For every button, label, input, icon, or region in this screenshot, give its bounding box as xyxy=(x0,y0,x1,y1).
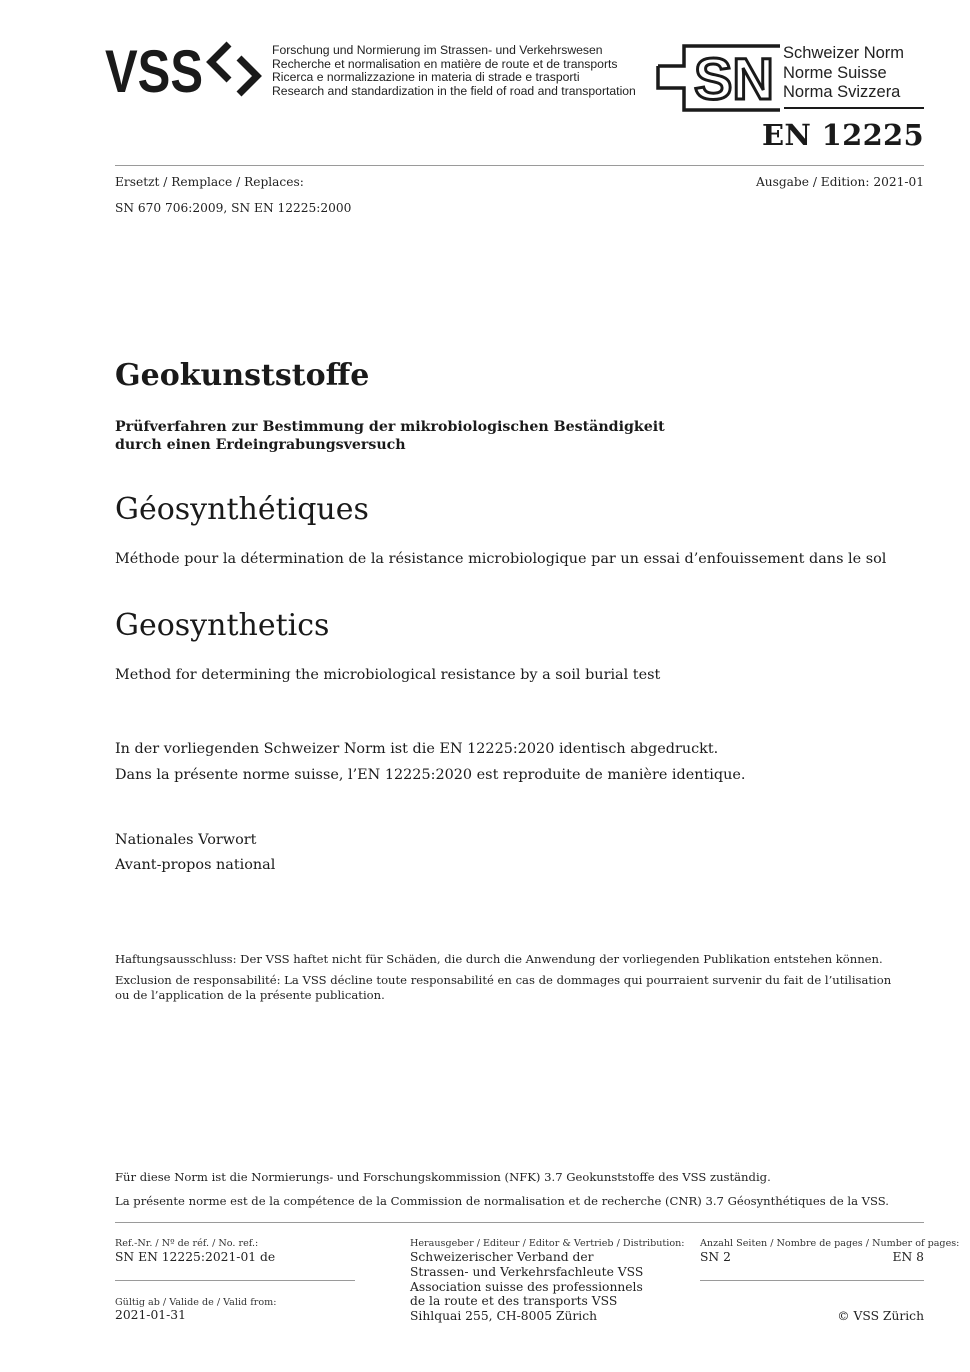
replaces-value: SN 670 706:2009, SN EN 12225:2000 xyxy=(115,201,352,215)
sn-logo xyxy=(656,44,780,112)
vss-chevron-right-icon xyxy=(239,58,257,94)
publisher-line-1: Schweizerischer Verband der xyxy=(410,1250,594,1264)
sn-name-de: Schweizer Norm xyxy=(783,44,905,62)
publisher-line-2: Strassen- und Verkehrsfachleute VSS xyxy=(410,1264,644,1279)
vss-tagline-en: Research and standardization in the field of road and transportation xyxy=(272,83,636,98)
committee-german: Für diese Norm ist die Normierungs- und Forschungskommission (NFK) 3.7 Geokunststoffe des VSS zuständig. xyxy=(115,1170,771,1184)
subtitle-french: Méthode pour la détermination de la résistance microbiologique par un essai d’enfouissement dans le sol xyxy=(115,551,887,567)
disclaimer-german: Haftungsausschluss: Der VSS haftet nicht für Schäden, die durch die Anwendung der vorliegenden Publikation entstehen können. xyxy=(115,952,883,966)
standard-number: EN 12225 xyxy=(762,118,924,152)
publisher-address xyxy=(410,1250,643,1324)
sn-names-underline xyxy=(784,107,924,109)
title-german: Geokunststoffe xyxy=(115,358,370,393)
title-english: Geosynthetics xyxy=(115,608,330,643)
header-divider xyxy=(115,165,924,166)
sn-name-it: Norma Svizzera xyxy=(783,83,901,101)
subtitle-german xyxy=(115,418,715,454)
publisher-label: Herausgeber / Editeur / Editor & Vertrieb / Distribution: xyxy=(410,1238,685,1249)
disclaimer-french xyxy=(115,973,891,1003)
publisher-line-5: Sihlquai 255, CH-8005 Zürich xyxy=(410,1309,598,1324)
pages-sn: SN 2 xyxy=(700,1250,731,1264)
vss-tagline xyxy=(272,44,636,98)
identical-note-french: Dans la présente norme suisse, l’EN 12225:2020 est reproduite de manière identique. xyxy=(115,767,746,783)
replaces-label: Ersetzt / Remplace / Replaces: xyxy=(115,175,304,189)
sn-name-fr: Norme Suisse xyxy=(783,63,887,82)
subtitle-german-line-2: durch einen Erdeingrabungsversuch xyxy=(115,437,406,453)
sn-logo-text: SN xyxy=(694,47,774,112)
vss-logo xyxy=(105,40,265,100)
footer-right-divider xyxy=(700,1280,924,1281)
committee-french: La présente norme est de la compétence de la Commission de normalisation et de recherche (CNR) 3.7 Géosynthétiques de la VSS. xyxy=(115,1194,889,1208)
valid-from-label: Gültig ab / Valide de / Valid from: xyxy=(115,1297,277,1308)
pages-en: EN 8 xyxy=(892,1250,924,1264)
sn-names xyxy=(783,44,904,103)
subtitle-english: Method for determining the microbiological resistance by a soil burial test xyxy=(115,667,661,683)
edition-label: Ausgabe / Edition: 2021-01 xyxy=(755,175,924,189)
footer-left-divider xyxy=(115,1280,355,1281)
vss-logo-text: VSS xyxy=(105,40,203,100)
footer-divider xyxy=(115,1222,924,1223)
publisher-line-3: Association suisse des professionnels xyxy=(410,1279,643,1294)
valid-from-value: 2021-01-31 xyxy=(115,1308,186,1322)
ref-number-value: SN EN 12225:2021-01 de xyxy=(115,1250,276,1264)
vss-chevron-left-icon xyxy=(211,44,229,80)
publisher-line-4: de la route et des transports VSS xyxy=(410,1294,618,1309)
disclaimer-french-line-2: ou de l’application de la présente publication. xyxy=(115,988,385,1002)
pages-label: Anzahl Seiten / Nombre de pages / Number of pages: xyxy=(700,1238,960,1249)
identical-note-german: In der vorliegenden Schweizer Norm ist die EN 12225:2020 identisch abgedruckt. xyxy=(115,741,719,757)
ref-number-label: Ref.-Nr. / Nº de réf. / No. ref.: xyxy=(115,1238,259,1249)
vss-tagline-de: Forschung und Normierung im Strassen- und Verkehrswesen xyxy=(272,43,603,57)
disclaimer-french-line-1: Exclusion de responsabilité: La VSS décline toute responsabilité en cas de dommages qui pourraient survenir du fait de l’utilisation xyxy=(115,973,892,987)
national-foreword-german: Nationales Vorwort xyxy=(115,832,257,848)
national-foreword-french: Avant-propos national xyxy=(115,857,276,873)
vss-tagline-fr: Recherche et normalisation en matière de route et de transports xyxy=(272,56,618,71)
vss-tagline-it: Ricerca e normalizzazione in materia di strade e trasporti xyxy=(272,70,580,85)
copyright: © VSS Zürich xyxy=(837,1309,924,1323)
subtitle-german-line-1: Prüfverfahren zur Bestimmung der mikrobiologischen Beständigkeit xyxy=(115,419,665,435)
title-french: Géosynthétiques xyxy=(115,492,369,527)
